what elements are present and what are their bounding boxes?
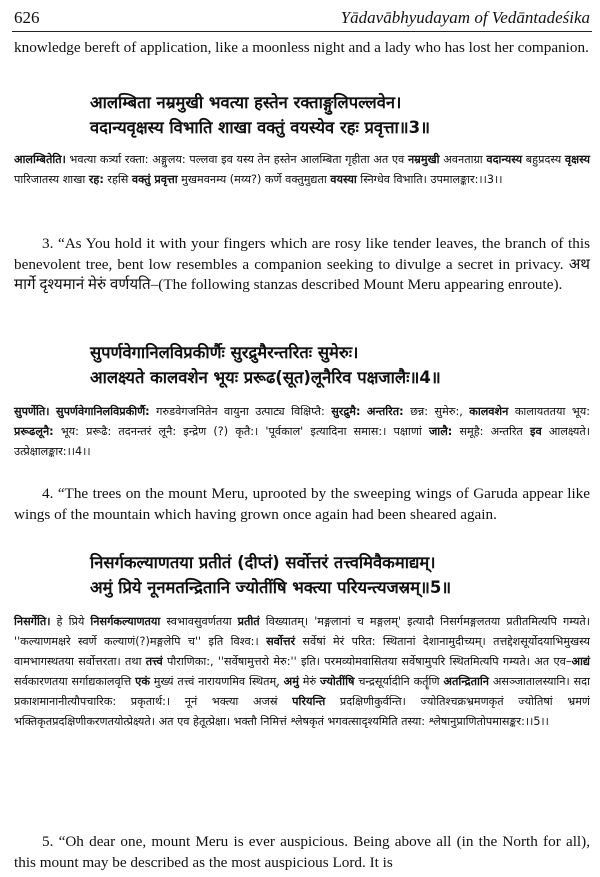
verse-3 [14,90,590,140]
commentary-headword: वदान्यस्य [486,153,523,166]
commentary-segment: बहुप्रदस्य [522,153,565,166]
commentary-text [14,612,590,732]
commentary-headword: आलम्बितेति। [14,153,66,166]
verse-5 [14,550,590,600]
commentary-headword: एकं [135,675,150,688]
commentary-headword: वृक्षस्य [564,153,590,166]
commentary-headword: प्ररूढलूनै: [14,425,54,438]
translation-4 [14,484,590,525]
translation-paragraph: 4. “The trees on the mount Meru, uprooted by the sweeping wings of Garuda appear like wings of the mountain which having grown once again had been sheared again. [14,485,590,523]
header-rule [12,31,592,32]
commentary-segment: भवत्या कर्त्र्या रक्ता: अङ्गुलय: पल्लवा इव यस्य तेन हस्तेन आलम्बिता गृहीता अत एव [65,153,408,166]
commentary-segment: चन्द्रसूर्यादीनि कर्तॄणि [354,675,444,688]
commentary-headword: आद्यं [571,655,590,668]
translation-paragraph: 5. “Oh dear one, mount Meru is ever auspicious. Being above all (in the North for all), this mount may be described as the most auspicious Lord. It is [14,833,590,871]
commentary-headword: निसर्गेति। [14,615,51,628]
verse-line: निसर्गकल्याणतया प्रतीतं (दीप्तं) सर्वोत्तरं तत्त्वमिवैकमाद्यम्। [90,553,436,572]
verse-line: सुपर्णवेगानिलविप्रकीर्णैः सुरद्रुमैरन्तरितः सुमेरुः। [90,343,359,362]
commentary-segment: मुखमवनम्य (मय्य?) कर्णे वक्तुमुद्यता [177,173,331,186]
translation-3 [14,234,590,296]
prose-paragraph: knowledge bereft of application, like a moonless night and a lady who has lost her companion. [14,39,589,56]
commentary-segment: भूय: प्ररूढै: तदनन्तरं लूनै: इन्द्रेण (?) कृतै:। 'पूर्वकाल' इत्यादिना समास:। पक्षाणां [53,425,429,438]
commentary-segment: रहसि [103,173,132,186]
verse-line: अमुं प्रिये नूनमतन्द्रितानि ज्योतींषि भक्त्या परियन्त्यजस्रम्॥5॥ [90,578,452,597]
page-number: 626 [14,8,40,27]
commentary-headword: इव [529,425,542,438]
commentary-headword: अमुं [283,675,299,688]
commentary-segment: पारिजातस्य शाखा [14,173,89,186]
commentary-headword: अन्तरित: [366,405,404,418]
commentary-headword: नम्रमुखी [407,153,440,166]
commentary-segment: हे प्रिये [50,615,91,628]
prose-continuation [14,38,590,59]
commentary-segment: गरुडवेगजनितेन वायुना उत्पाट्य विक्षिप्तै: [149,405,332,418]
verse-4 [14,340,590,390]
verse-line: आलम्बिता नम्रमुखी भवत्या हस्तेन रक्ताङ्गुलिपल्लवेन। [90,93,402,112]
commentary-segment: पौराणिका:, ''सर्वेषामुत्तरो मेरु:'' इति। परमव्योमवासितया सर्वेषामुपरि स्थितमित्यपि गम्यते। अत एव– [162,655,572,668]
commentary-segment: प्रदक्षिणीकुर्वन्ति। ज्योतिश्चक्रभ्रमणकृतं ज्योतिषां भ्रमणं भक्तिकृतप्रदक्षिणीकरणतयोत्प्रेक्ष्यते। अत एव हेतूत्प्रेक्षा। भक्तौ निमित्तं श्लेषकृतं भगवत्सादृश्यमिति तस्या: श्लेषानुप्राणितोपमासङ्कर:।।5।। [14,695,590,728]
commentary-headword: प्रतीतं [237,615,260,628]
commentary-headword: अतन्द्रितानि [443,675,489,688]
commentary-segment: समूहै: अन्तरित [452,425,530,438]
commentary-5 [14,612,590,732]
commentary-headword: तत्त्वं [145,655,163,668]
commentary-headword: जालै: [429,425,453,438]
commentary-text [14,150,590,190]
commentary-segment: आलक्ष्यते। उत्प्रेक्षालङ्कार:।।4।। [14,425,590,458]
commentary-headword: ज्योतींषि [320,675,355,688]
running-title: Yādavābhyudayam of Vedāntadeśika [340,8,590,27]
commentary-segment: मुख्यं तत्त्वं नारायणमिव स्थितम्, [149,675,284,688]
commentary-headword: रह: [88,173,104,186]
commentary-headword: वक्तुं प्रवृत्ता [131,173,178,186]
translation-5 [14,832,590,873]
commentary-segment: विख्यातम्। 'मङ्गलानां च मङ्गलम्' इत्यादौ निसर्गमङ्गलतया प्रतीतमित्यपि गम्यते। ''कल्याणमक्षरे स्वर्णे कल्याणं(?)मङ्गलेपि च'' इति विश्व:। [14,615,590,648]
commentary-segment: छन्न: सुमेरु:, [403,405,470,418]
commentary-headword: सुरद्रुमै: [331,405,361,418]
commentary-text [14,402,590,462]
commentary-segment: स्वभावसुवर्णतया [160,615,238,628]
page-header [14,6,590,30]
commentary-headword: कालवशेन [469,405,509,418]
commentary-segment: मेरुं [298,675,321,688]
commentary-headword: सुपर्णवेगानिलविप्रकीर्णै: [56,405,150,418]
commentary-headword: सर्वोत्तरं [266,635,296,648]
commentary-segment: असञ्जातालस्यानि। सदा प्रकाशमानानीत्यौपचारिक: प्रकृतार्थ:। नूनं भक्त्या अजस्रं [14,675,590,708]
translation-paragraph: 3. “As You hold it with your fingers which are rosy like tender leaves, the branch of this benevolent tree, bent low resembles a companion seeking to divulge a secret in privacy. अथ मार्गे दृश्यमानं मेरुं वर्णयति–(The following stanzas described Mount Meru appearing enroute). [14,235,590,293]
commentary-headword: निसर्गकल्याणतया [90,615,161,628]
commentary-segment: सर्वकारणतया सर्गाद्यकालवृत्ति [14,675,136,688]
commentary-segment: सर्वेषां मेरं परित: स्थितानां देशानामुदीच्यम्। तत्तद्देशसूर्योदयाभिमुखस्य वामभागस्थतया सर्वोत्तरता। तथा [14,635,591,668]
commentary-segment: कालायततया भूय: [508,405,590,418]
verse-line: आलक्ष्यते कालवशेन भूयः प्ररूढ(सूत)लूनैरिव पक्षजालैः॥4॥ [90,368,441,387]
verse-line: वदान्यवृक्षस्य विभाति शाखा वक्तुं वयस्येव रहः प्रवृत्ता॥3॥ [90,118,431,137]
commentary-headword: सुपर्णेति। [14,405,50,418]
commentary-4 [14,402,590,462]
commentary-segment: अवनताग्रा [439,153,487,166]
commentary-headword: वयस्या [330,173,357,186]
commentary-headword: परियन्ति [292,695,326,708]
commentary-3 [14,150,590,190]
commentary-segment: स्निग्धेव विभाति। उपमालङ्कार:।।3।। [356,173,503,186]
